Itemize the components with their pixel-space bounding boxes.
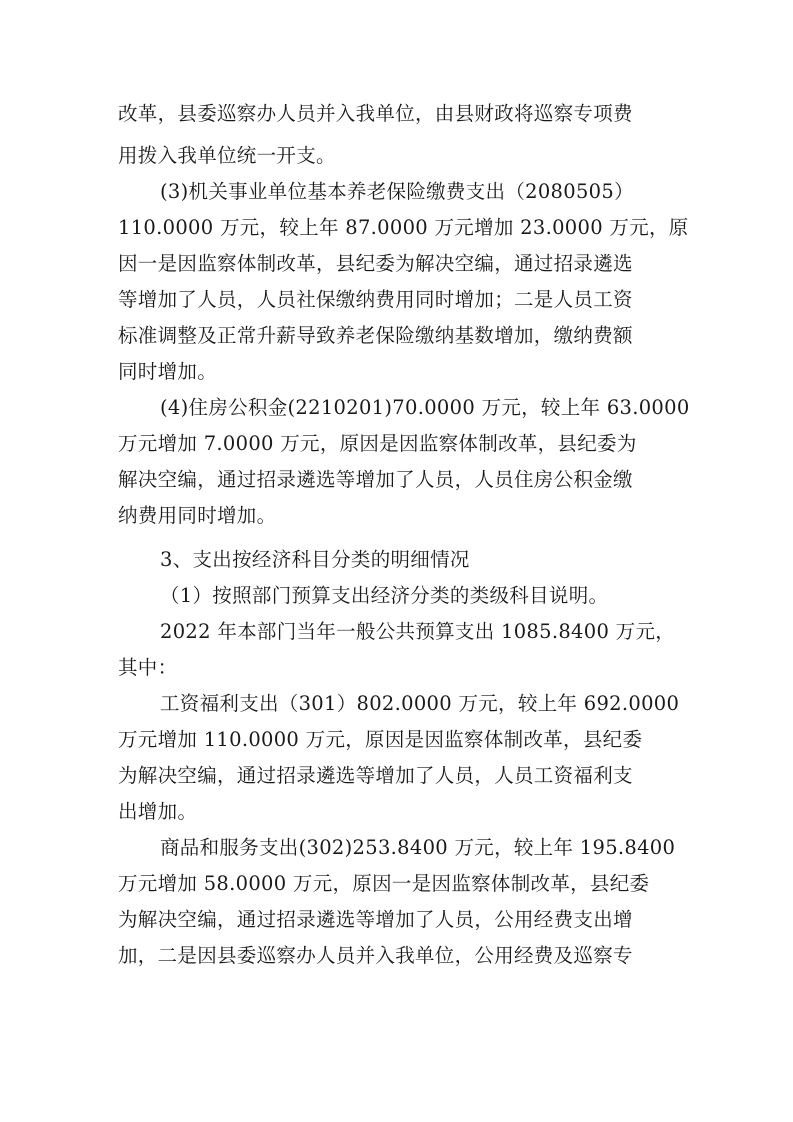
text-line: 其中： — [118, 656, 178, 679]
text-line: 改革，县委巡察办人员并入我单位，由县财政将巡察专项费 — [118, 102, 633, 125]
text-line: 万元增加 7.0000 万元，原因是因监察体制改革，县纪委为 — [118, 432, 637, 455]
text-line: 加，二是因县委巡察办人员并入我单位，公用经费及巡察专 — [118, 944, 633, 967]
text-line: 标准调整及正常升薪导致养老保险缴纳基数增加，缴纳费额 — [118, 324, 633, 347]
section-heading: 3、支出按经济科目分类的明细情况 — [160, 548, 470, 571]
text-line: 解决空编，通过招录遴选等增加了人员，人员住房公积金缴 — [118, 468, 633, 491]
text-line: (4)住房公积金(2210201)70.0000 万元，较上年 63.0000 — [160, 396, 690, 419]
text-line: 用拨入我单位统一开支。 — [118, 144, 336, 167]
text-line: 为解决空编，通过招录遴选等增加了人员，人员工资福利支 — [118, 764, 633, 787]
text-line: (3)机关事业单位基本养老保险缴费支出（2080505） — [160, 180, 634, 203]
text-line: （1）按照部门预算支出经济分类的类级科目说明。 — [160, 584, 609, 607]
text-line: 商品和服务支出(302)253.8400 万元，较上年 195.8400 — [160, 836, 676, 859]
text-line: 110.0000 万元，较上年 87.0000 万元增加 23.0000 万元，原 — [118, 216, 689, 239]
text-line: 万元增加 110.0000 万元，原因是因监察体制改革，县纪委 — [118, 728, 643, 751]
text-line: 纳费用同时增加。 — [118, 504, 277, 527]
text-line: 因一是因监察体制改革，县纪委为解决空编，通过招录遴选 — [118, 252, 633, 275]
text-line: 同时增加。 — [118, 360, 218, 383]
text-line: 万元增加 58.0000 万元，原因一是因监察体制改革，县纪委 — [118, 872, 650, 895]
text-line: 工资福利支出（301）802.0000 万元，较上年 692.0000 — [160, 692, 680, 715]
text-line: 为解决空编，通过招录遴选等增加了人员，公用经费支出增 — [118, 908, 633, 931]
text-line: 2022 年本部门当年一般公共预算支出 1085.8400 万元， — [160, 620, 676, 643]
text-line: 等增加了人员，人员社保缴纳费用同时增加；二是人员工资 — [118, 288, 633, 311]
text-line: 出增加。 — [118, 800, 198, 823]
